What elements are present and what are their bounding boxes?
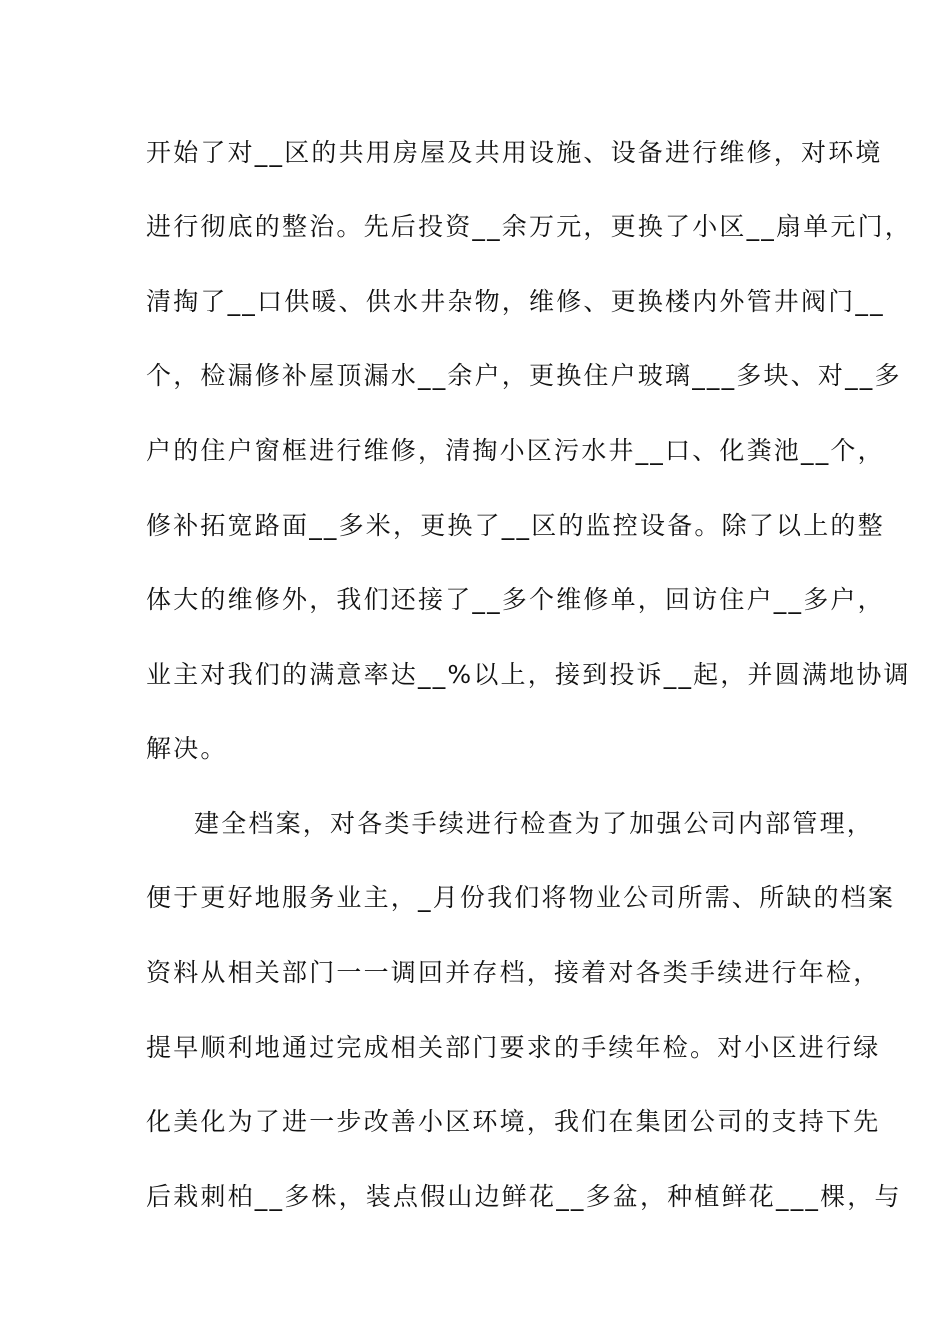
text-line: 进行彻底的整治。先后投资__余万元，更换了小区__扇单元门， [146,212,913,241]
paragraph-first-line: 建全档案，对各类手续进行检查为了加强公司内部管理， [194,809,875,838]
text-line: 户的住户窗框进行维修，清掏小区污水井__口、化粪池__个， [146,436,885,465]
text-line: 开始了对__区的共用房屋及共用设施、设备进行维修，对环境 [146,138,883,167]
text-line: 业主对我们的满意率达__%以上，接到投诉__起，并圆满地协调 [146,660,911,689]
text-line: 修补拓宽路面__多米，更换了__区的监控设备。除了以上的整 [146,511,885,540]
text-line: 体大的维修外，我们还接了__多个维修单，回访住户__多户， [146,585,885,614]
text-line: 便于更好地服务业主，_月份我们将物业公司所需、所缺的档案 [146,883,896,912]
text-line: 提早顺利地通过完成相关部门要求的手续年检。对小区进行绿 [146,1033,881,1062]
text-line: 资料从相关部门一一调回并存档，接着对各类手续进行年检， [146,958,881,987]
text-line: 化美化为了进一步改善小区环境，我们在集团公司的支持下先 [146,1107,881,1136]
text-line: 后栽刺柏__多株，装点假山边鲜花__多盆，种植鲜花___棵，与 [146,1182,902,1211]
text-line: 个，检漏修补屋顶漏水__余户，更换住户玻璃___多块、对__多 [146,361,902,390]
text-line: 清掏了__口供暖、供水井杂物，维修、更换楼内外管井阀门__ [146,287,885,316]
text-line: 解决。 [146,734,228,763]
